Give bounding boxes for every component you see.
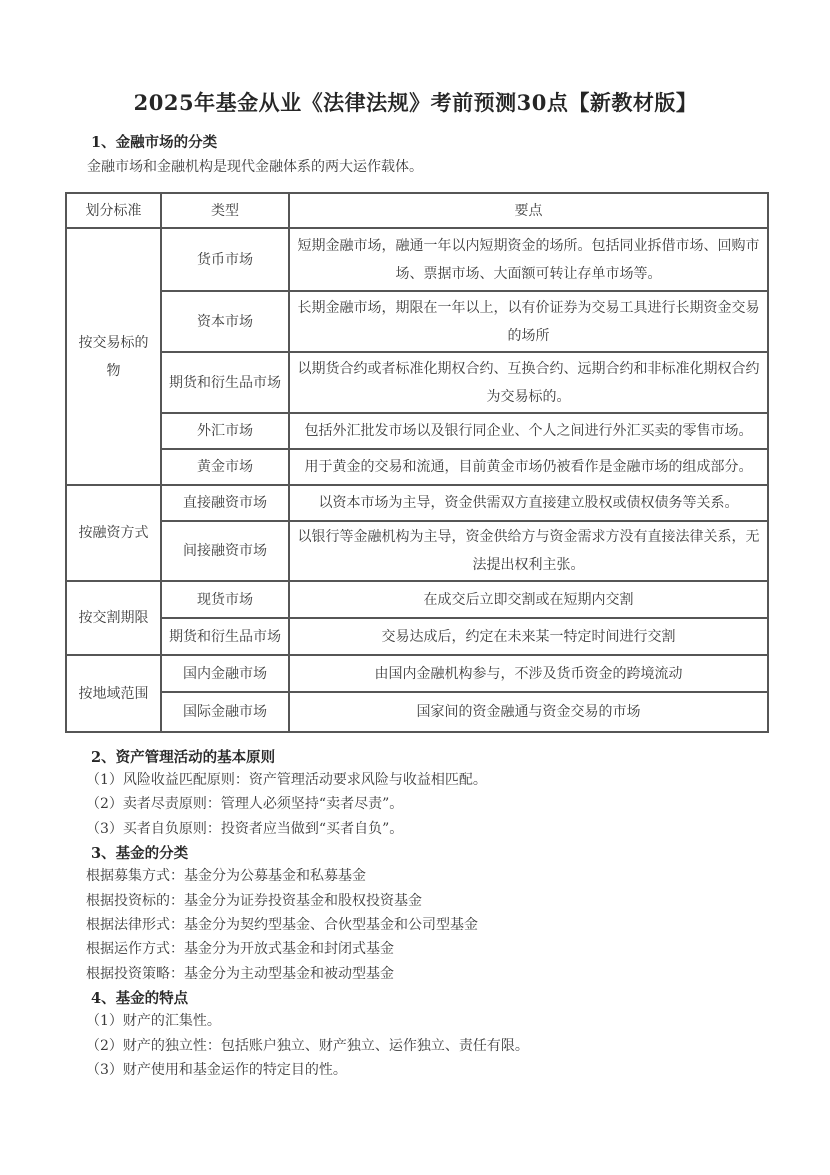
- section4-heading: 4、基金的特点: [91, 990, 189, 1008]
- criterion-cell: 按融资方式: [66, 485, 161, 581]
- section1-intro: 金融市场和金融机构是现代金融体系的两大运作载体。: [87, 159, 423, 175]
- section3-heading: 3、基金的分类: [91, 845, 189, 863]
- document-title: 2025年基金从业《法律法规》考前预测30点【新教材版】: [133, 90, 698, 115]
- type-cell: 间接融资市场: [161, 521, 289, 581]
- table-row: [66, 521, 768, 581]
- list-item: （2）卖者尽责原则：管理人必须坚持“卖者尽责”。: [86, 796, 404, 813]
- table-row: [66, 692, 768, 732]
- points-cell: 国家间的资金融通与资金交易的市场: [289, 692, 768, 732]
- column-header-type: 类型: [161, 193, 289, 228]
- table-row: [66, 352, 768, 413]
- type-cell: 货币市场: [161, 228, 289, 291]
- list-item: （1）风险收益匹配原则：资产管理活动要求风险与收益相匹配。: [86, 772, 487, 788]
- list-item: （2）财产的独立性：包括账户独立、财产独立、运作独立、责任有限。: [86, 1037, 529, 1054]
- section2-heading: 2、资产管理活动的基本原则: [91, 749, 276, 766]
- points-cell: 以银行等金融机构为主导，资金供给方与资金需求方没有直接法律关系，无法提出权利主张。: [289, 521, 768, 581]
- points-cell: 在成交后立即交割或在短期内交割: [289, 581, 768, 618]
- type-cell: 国际金融市场: [161, 692, 289, 732]
- list-item: 根据投资策略：基金分为主动型基金和被动型基金: [86, 965, 394, 982]
- table-row: [66, 655, 768, 692]
- type-cell: 外汇市场: [161, 413, 289, 449]
- table-row: [66, 581, 768, 618]
- column-header-points: 要点: [289, 193, 768, 228]
- type-cell: 资本市场: [161, 291, 289, 352]
- type-cell: 期货和衍生品市场: [161, 618, 289, 655]
- section1-heading: 1、金融市场的分类: [91, 134, 218, 151]
- table-row: [66, 485, 768, 521]
- type-cell: 黄金市场: [161, 449, 289, 485]
- table-row: [66, 413, 768, 449]
- points-cell: 以资本市场为主导，资金供需双方直接建立股权或债权债务等关系。: [289, 485, 768, 521]
- criterion-cell: 按交割期限: [66, 581, 161, 655]
- type-cell: 国内金融市场: [161, 655, 289, 692]
- points-cell: 短期金融市场，融通一年以内短期资金的场所。包括同业拆借市场、回购市场、票据市场、大面额可转让存单市场等。: [289, 228, 768, 291]
- type-cell: 直接融资市场: [161, 485, 289, 521]
- table-header-row: [66, 193, 768, 228]
- points-cell: 交易达成后，约定在未来某一特定时间进行交割: [289, 618, 768, 655]
- list-item: （3）买者自负原则：投资者应当做到“买者自负”。: [86, 820, 404, 837]
- list-item: 根据法律形式：基金分为契约型基金、合伙型基金和公司型基金: [86, 917, 478, 934]
- criterion-cell: 按交易标的物: [66, 228, 161, 485]
- type-cell: 现货市场: [161, 581, 289, 618]
- type-cell: 期货和衍生品市场: [161, 352, 289, 413]
- points-cell: 以期货合约或者标准化期权合约、互换合约、远期合约和非标准化期权合约为交易标的。: [289, 352, 768, 413]
- list-item: 根据投资标的：基金分为证券投资基金和股权投资基金: [86, 892, 422, 909]
- table-row: [66, 449, 768, 485]
- points-cell: 用于黄金的交易和流通，目前黄金市场仍被看作是金融市场的组成部分。: [289, 449, 768, 485]
- financial-markets-classification-table: [65, 192, 769, 733]
- list-item: 根据募集方式：基金分为公募基金和私募基金: [86, 868, 366, 885]
- criterion-cell: 按地域范围: [66, 655, 161, 732]
- points-cell: 由国内金融机构参与，不涉及货币资金的跨境流动: [289, 655, 768, 692]
- table-row: [66, 291, 768, 352]
- table-row: [66, 618, 768, 655]
- list-item: （1）财产的汇集性。: [86, 1013, 221, 1030]
- points-cell: 长期金融市场，期限在一年以上，以有价证券为交易工具进行长期资金交易的场所: [289, 291, 768, 352]
- list-item: （3）财产使用和基金运作的特定目的性。: [86, 1062, 347, 1079]
- column-header-criterion: 划分标准: [66, 193, 161, 228]
- points-cell: 包括外汇批发市场以及银行同企业、个人之间进行外汇买卖的零售市场。: [289, 413, 768, 449]
- table-row: [66, 228, 768, 291]
- list-item: 根据运作方式：基金分为开放式基金和封闭式基金: [86, 941, 394, 958]
